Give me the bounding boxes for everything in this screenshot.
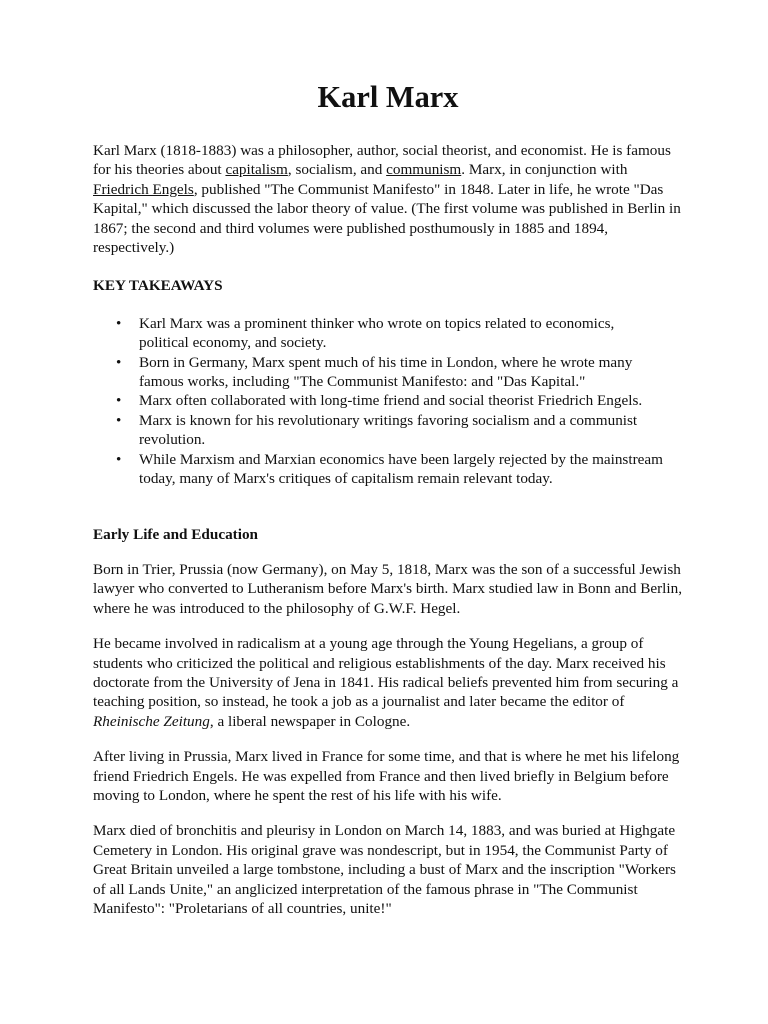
- bullet-icon: •: [116, 392, 122, 410]
- paragraph-text: , a liberal newspaper in Cologne.: [209, 712, 411, 730]
- intro-text-4: , published "The Communist Manifesto" in 1848. Later in life, he wrote "Das Kapital," which discussed the labor theory of value. (The first volume was published in Berlin in 1867; the second and third volumes were published posthumously in 1885 and 1894, respectively.): [93, 180, 681, 257]
- early-life-paragraph-2: [93, 634, 683, 731]
- early-life-heading: Early Life and Education: [93, 525, 258, 543]
- list-item: [116, 391, 683, 410]
- newspaper-title: Rheinische Zeitung: [93, 712, 210, 730]
- capitalism-link[interactable]: capitalism: [225, 161, 288, 179]
- key-takeaways-heading: KEY TAKEAWAYS: [93, 277, 223, 295]
- early-life-paragraph-3: After living in Prussia, Marx lived in France for some time, and that is where he met his lifelong friend Friedrich Engels. He was expelled from France and then lived briefly in Belgium before moving to London, where he spent the rest of his life with his wife.: [93, 748, 680, 804]
- document-page: [93, 80, 683, 918]
- list-item-text: Karl Marx was a prominent thinker who wrote on topics related to economics, political economy, and society.: [139, 314, 615, 352]
- list-item: [116, 450, 683, 489]
- paragraph-text: He became involved in radicalism at a young age through the Young Hegelians, a group of students who criticized the political and religious establishments of the day. Marx received his doctorate from the University of Jena in 1841. His radical beliefs prevented him from securing a teaching position, so instead, he took a job as a journalist and later became the editor of: [93, 635, 679, 711]
- list-item: [116, 353, 683, 392]
- intro-text-2: , socialism, and: [287, 161, 387, 179]
- list-item: [116, 314, 683, 353]
- early-life-paragraph-1: Born in Trier, Prussia (now Germany), on May 5, 1818, Marx was the son of a successful Jewish lawyer who converted to Lutheranism before Marx's birth. Marx studied law in Bonn and Berlin, where he was introduced to the philosophy of G.W.F. Hegel.: [93, 560, 682, 617]
- bullet-icon: •: [116, 314, 122, 332]
- friedrich-engels-link[interactable]: Friedrich Engels: [93, 180, 194, 198]
- intro-text-3: . Marx, in conjunction with: [461, 161, 628, 179]
- list-item-text: Marx often collaborated with long-time friend and social theorist Friedrich Engels.: [139, 392, 643, 410]
- list-item-text: While Marxism and Marxian economics have been largely rejected by the mainstream today, many of Marx's critiques of capitalism remain relevant today.: [139, 450, 663, 488]
- page-title: Karl Marx: [317, 80, 459, 114]
- intro-paragraph: [93, 141, 683, 257]
- bullet-icon: •: [116, 353, 122, 371]
- early-life-paragraph-4: Marx died of bronchitis and pleurisy in London on March 14, 1883, and was buried at Highgate Cemetery in London. His original grave was nondescript, but in 1954, the Communist Party of Great Britain unveiled a large tombstone, including a bust of Marx and the inscription "Workers of all Lands Unite," an anglicized interpretation of the famous phrase in "The Communist Manifesto": "Proletarians of all countries, unite!": [93, 822, 676, 917]
- list-item-text: Born in Germany, Marx spent much of his time in London, where he wrote many famous works, including "The Communist Manifesto: and "Das Kapital.": [139, 353, 633, 391]
- list-item-text: Marx is known for his revolutionary writings favoring socialism and a communist revolution.: [139, 411, 638, 449]
- intro-text-1: Karl Marx (1818-1883) was a philosopher, author, social theorist, and economist. He is famous for his theories about: [93, 142, 671, 179]
- key-takeaways-list: [93, 314, 683, 489]
- bullet-icon: •: [116, 411, 122, 429]
- bullet-icon: •: [116, 450, 122, 468]
- list-item: [116, 411, 683, 450]
- communism-link[interactable]: communism: [386, 161, 462, 179]
